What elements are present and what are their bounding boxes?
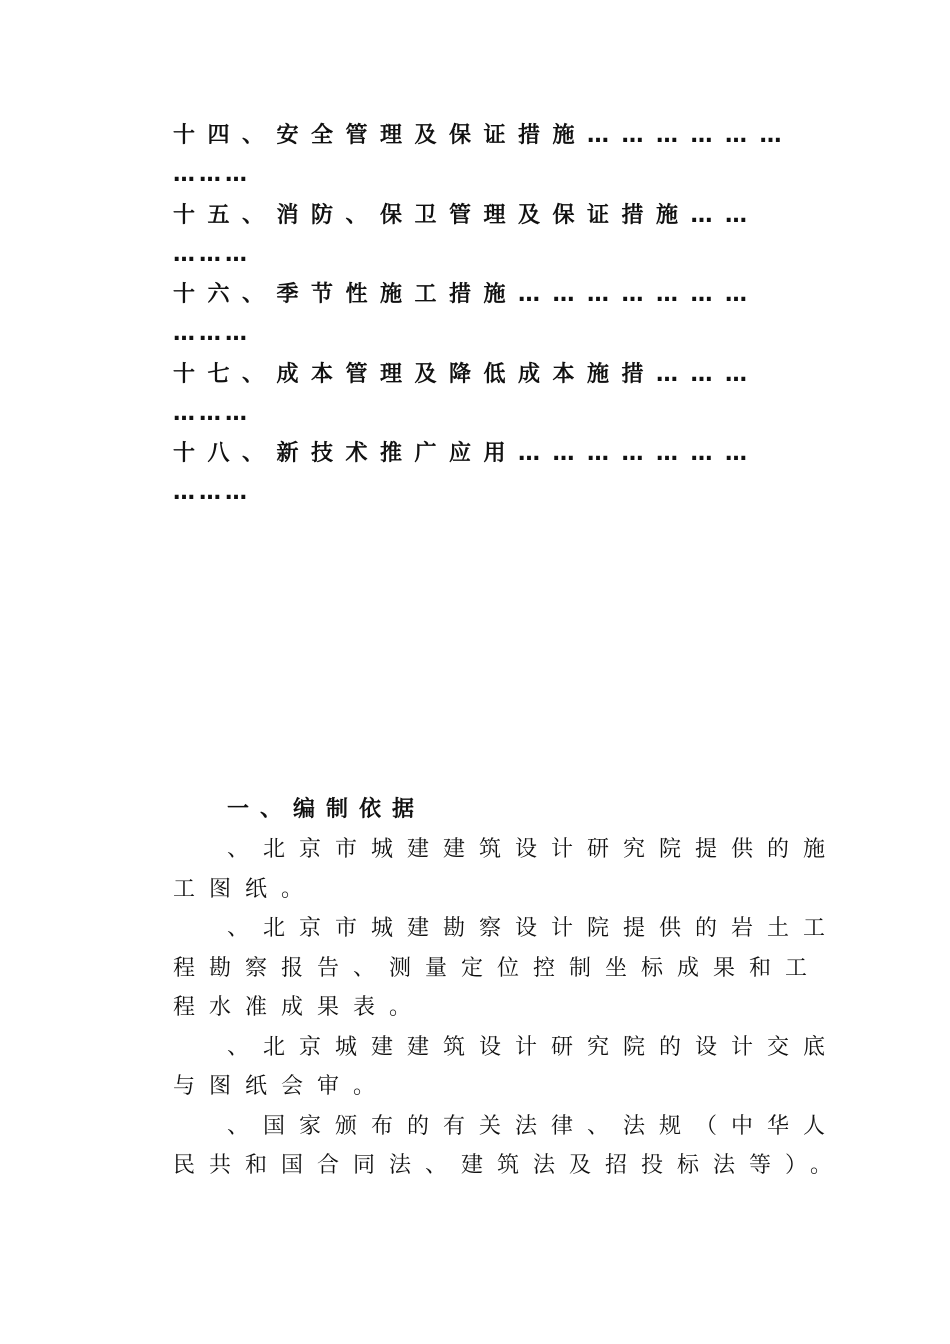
toc-entry-leader: ………: [173, 241, 251, 267]
paragraph-4: [173, 1107, 847, 1186]
paragraph-line: [173, 909, 840, 949]
paragraph-line: [173, 830, 840, 870]
toc-entry-17: [173, 355, 813, 435]
section-heading: 一、编制依据: [227, 797, 426, 822]
toc-entry-16: [173, 275, 813, 355]
toc-entry-title: 十四、安全管理及保证措施………………: [173, 123, 795, 148]
paragraph-line: 程水准成果表。: [173, 995, 426, 1020]
paragraph-2: [173, 909, 840, 1028]
paragraph-line: 程勘察报告、测量定位控制坐标成果和工: [173, 955, 822, 981]
toc-entry-title: 十六、季节性施工措施…………………: [173, 282, 760, 307]
toc-entry-leader: ………: [173, 321, 251, 346]
toc-entry-leader: ………: [173, 480, 251, 505]
paragraph-line-text: 、北京市城建勘察设计院提供的岩土工: [227, 916, 840, 941]
paragraph-line: 工图纸。: [173, 876, 318, 902]
toc-entry-title: 十八、新技术推广应用…………………: [173, 441, 760, 466]
paragraph-line-text: 、北京市城建建筑设计研究院提供的施: [227, 837, 840, 862]
paragraph-3: [173, 1028, 840, 1107]
paragraph-line: 民共和国合同法、建筑法及招投标法等）。: [173, 1153, 847, 1178]
table-of-contents: [173, 116, 813, 514]
paragraph-1: [173, 830, 840, 909]
toc-entry-leader: ………: [173, 400, 251, 426]
paragraph-line-text: 、国家颁布的有关法律、法规（中华人: [227, 1113, 840, 1139]
paragraph-line: [173, 1107, 840, 1147]
paragraph-line: 与图纸会审。: [173, 1074, 390, 1099]
toc-entry-14: [173, 116, 813, 196]
section-compilation-basis: [173, 790, 847, 1186]
toc-entry-leader: ………: [173, 162, 251, 187]
paragraph-line-text: 、北京城建建筑设计研究院的设计交底: [227, 1034, 840, 1060]
toc-entry-18: [173, 434, 813, 514]
toc-entry-title: 十五、消防、保卫管理及保证措施……: [173, 202, 760, 228]
toc-entry-15: [173, 196, 813, 276]
paragraph-line: [173, 1028, 840, 1068]
toc-entry-title: 十七、成本管理及降低成本施措………: [173, 361, 760, 387]
